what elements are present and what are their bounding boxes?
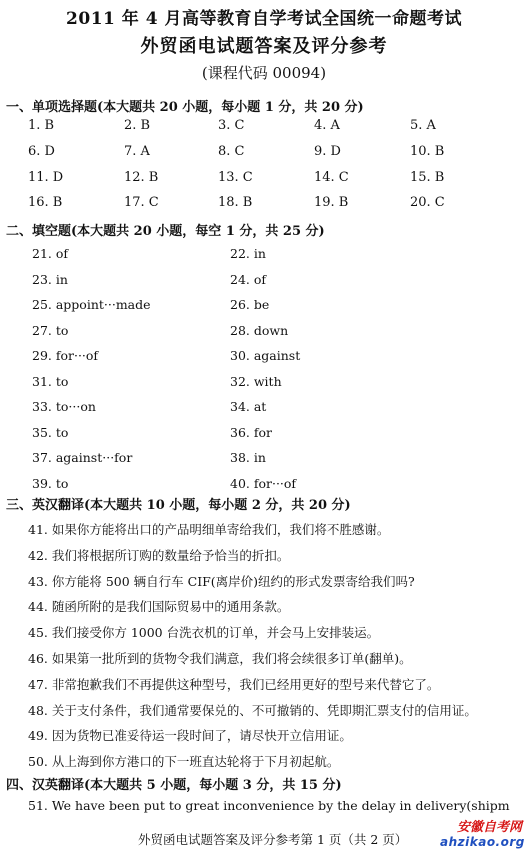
- answer-cell: 16. B: [28, 195, 63, 210]
- answer-cell: 27. to: [32, 322, 69, 338]
- answer-cell: 40. for···of: [230, 475, 297, 491]
- answer-cell: 8. C: [218, 144, 245, 159]
- answer-cell: 21. of: [32, 246, 69, 261]
- answer-cell: 18. B: [218, 195, 253, 210]
- answer-row: [32, 272, 492, 292]
- answer-row: [32, 476, 492, 496]
- list-item: 46. 如果第一批所到的货物令我们满意，我们将会续很多订单(翻单)。: [28, 651, 412, 666]
- answer-cell: 37. against···for: [32, 450, 133, 465]
- answer-cell: 39. to: [32, 475, 69, 491]
- answer-cell: 23. in: [32, 271, 68, 287]
- list-item: 43. 你方能将 500 辆自行车 CIF(离岸价)纽约的形式发票寄给我们吗?: [28, 573, 415, 589]
- answer-cell: 20. C: [410, 195, 445, 210]
- section-heading-en-cn-translation: 三、英汉翻译(本大题共 10 小题，每小题 2 分，共 20 分): [6, 498, 351, 513]
- list-item: 42. 我们将根据所订购的数量给予恰当的折扣。: [28, 547, 290, 563]
- answer-cell: 2. B: [124, 118, 151, 133]
- answer-cell: 11. D: [28, 170, 64, 185]
- watermark-line2: ahzikao.org: [440, 835, 525, 849]
- answer-cell: 32. with: [230, 373, 282, 389]
- section-heading-multiple-choice: 一、单项选择题(本大题共 20 小题，每小题 1 分，共 20 分): [6, 100, 364, 115]
- answer-row: [32, 374, 492, 394]
- page-title: 2011 年 4 月高等教育自学考试全国统一命题考试: [66, 9, 462, 29]
- list-item: 50. 从上海到你方港口的下一班直达轮将于下月初起航。: [28, 754, 340, 770]
- answer-cell: 12. B: [124, 170, 159, 185]
- answer-cell: 15. B: [410, 170, 445, 185]
- watermark-line1: 安徽自考网: [456, 820, 522, 835]
- section-heading-fill-in: 二、填空题(本大题共 20 小题，每空 1 分，共 25 分): [6, 224, 325, 239]
- list-item: 51. We have been put to great inconvenience by the delay in delivery(shipm: [28, 798, 510, 813]
- answer-cell: 36. for: [230, 424, 272, 440]
- answer-cell: 6. D: [28, 144, 55, 159]
- answer-row: [32, 348, 492, 368]
- answer-row: [28, 170, 518, 190]
- list-item: 44. 随函所附的是我们国际贸易中的通用条款。: [28, 599, 290, 615]
- answer-cell: 28. down: [230, 322, 289, 338]
- answer-cell: 22. in: [230, 246, 266, 261]
- answer-cell: 10. B: [410, 144, 445, 159]
- list-item: 47. 非常抱歉我们不再提供这种型号，我们已经用更好的型号来代替它了。: [28, 676, 440, 692]
- list-item: 41. 如果你方能将出口的产品明细单寄给我们，我们将不胜感谢。: [28, 522, 390, 537]
- list-item: 49. 因为货物已准妥待运一段时间了，请尽快开立信用证。: [28, 728, 352, 744]
- answer-cell: 26. be: [230, 297, 270, 312]
- answer-cell: 13. C: [218, 170, 253, 185]
- answer-cell: 17. C: [124, 195, 159, 210]
- answer-cell: 7. A: [124, 144, 150, 159]
- answer-row: [32, 450, 492, 470]
- answer-cell: 38. in: [230, 450, 266, 465]
- answer-row: [32, 297, 492, 317]
- answer-cell: 29. for···of: [32, 348, 99, 363]
- answer-cell: 30. against: [230, 348, 301, 363]
- answer-cell: 24. of: [230, 271, 267, 287]
- page-subtitle: 外贸函电试题答案及评分参考: [140, 36, 388, 57]
- answer-cell: 14. C: [314, 170, 349, 185]
- answer-cell: 4. A: [314, 118, 340, 133]
- answer-row: [32, 323, 492, 343]
- answer-cell: 35. to: [32, 424, 69, 440]
- answer-cell: 1. B: [28, 118, 55, 133]
- answer-cell: 19. B: [314, 195, 349, 210]
- section-heading-cn-en-translation: 四、汉英翻译(本大题共 5 小题，每小题 3 分，共 15 分): [6, 778, 342, 793]
- answer-cell: 34. at: [230, 399, 267, 414]
- answer-row: [32, 399, 492, 419]
- answer-cell: 5. A: [410, 118, 436, 133]
- answer-row: [28, 118, 518, 138]
- page-footer: 外贸函电试题答案及评分参考第 1 页（共 2 页）: [138, 832, 408, 847]
- answer-cell: 3. C: [218, 118, 245, 133]
- answer-row: [32, 246, 492, 266]
- answer-cell: 33. to···on: [32, 399, 96, 414]
- answer-cell: 31. to: [32, 373, 69, 389]
- answer-cell: 25. appoint···made: [32, 297, 151, 312]
- course-code: (课程代码 00094): [201, 64, 327, 82]
- list-item: 45. 我们接受你方 1000 台洗衣机的订单，并会马上安排装运。: [28, 625, 380, 641]
- answer-row: [32, 425, 492, 445]
- watermark-logo: [440, 816, 525, 849]
- list-item: 48. 关于支付条件，我们通常要保兑的、不可撤销的、凭即期汇票支付的信用证。: [28, 702, 477, 718]
- answer-cell: 9. D: [314, 144, 341, 159]
- answer-row: [28, 144, 518, 164]
- answer-row: [28, 195, 518, 215]
